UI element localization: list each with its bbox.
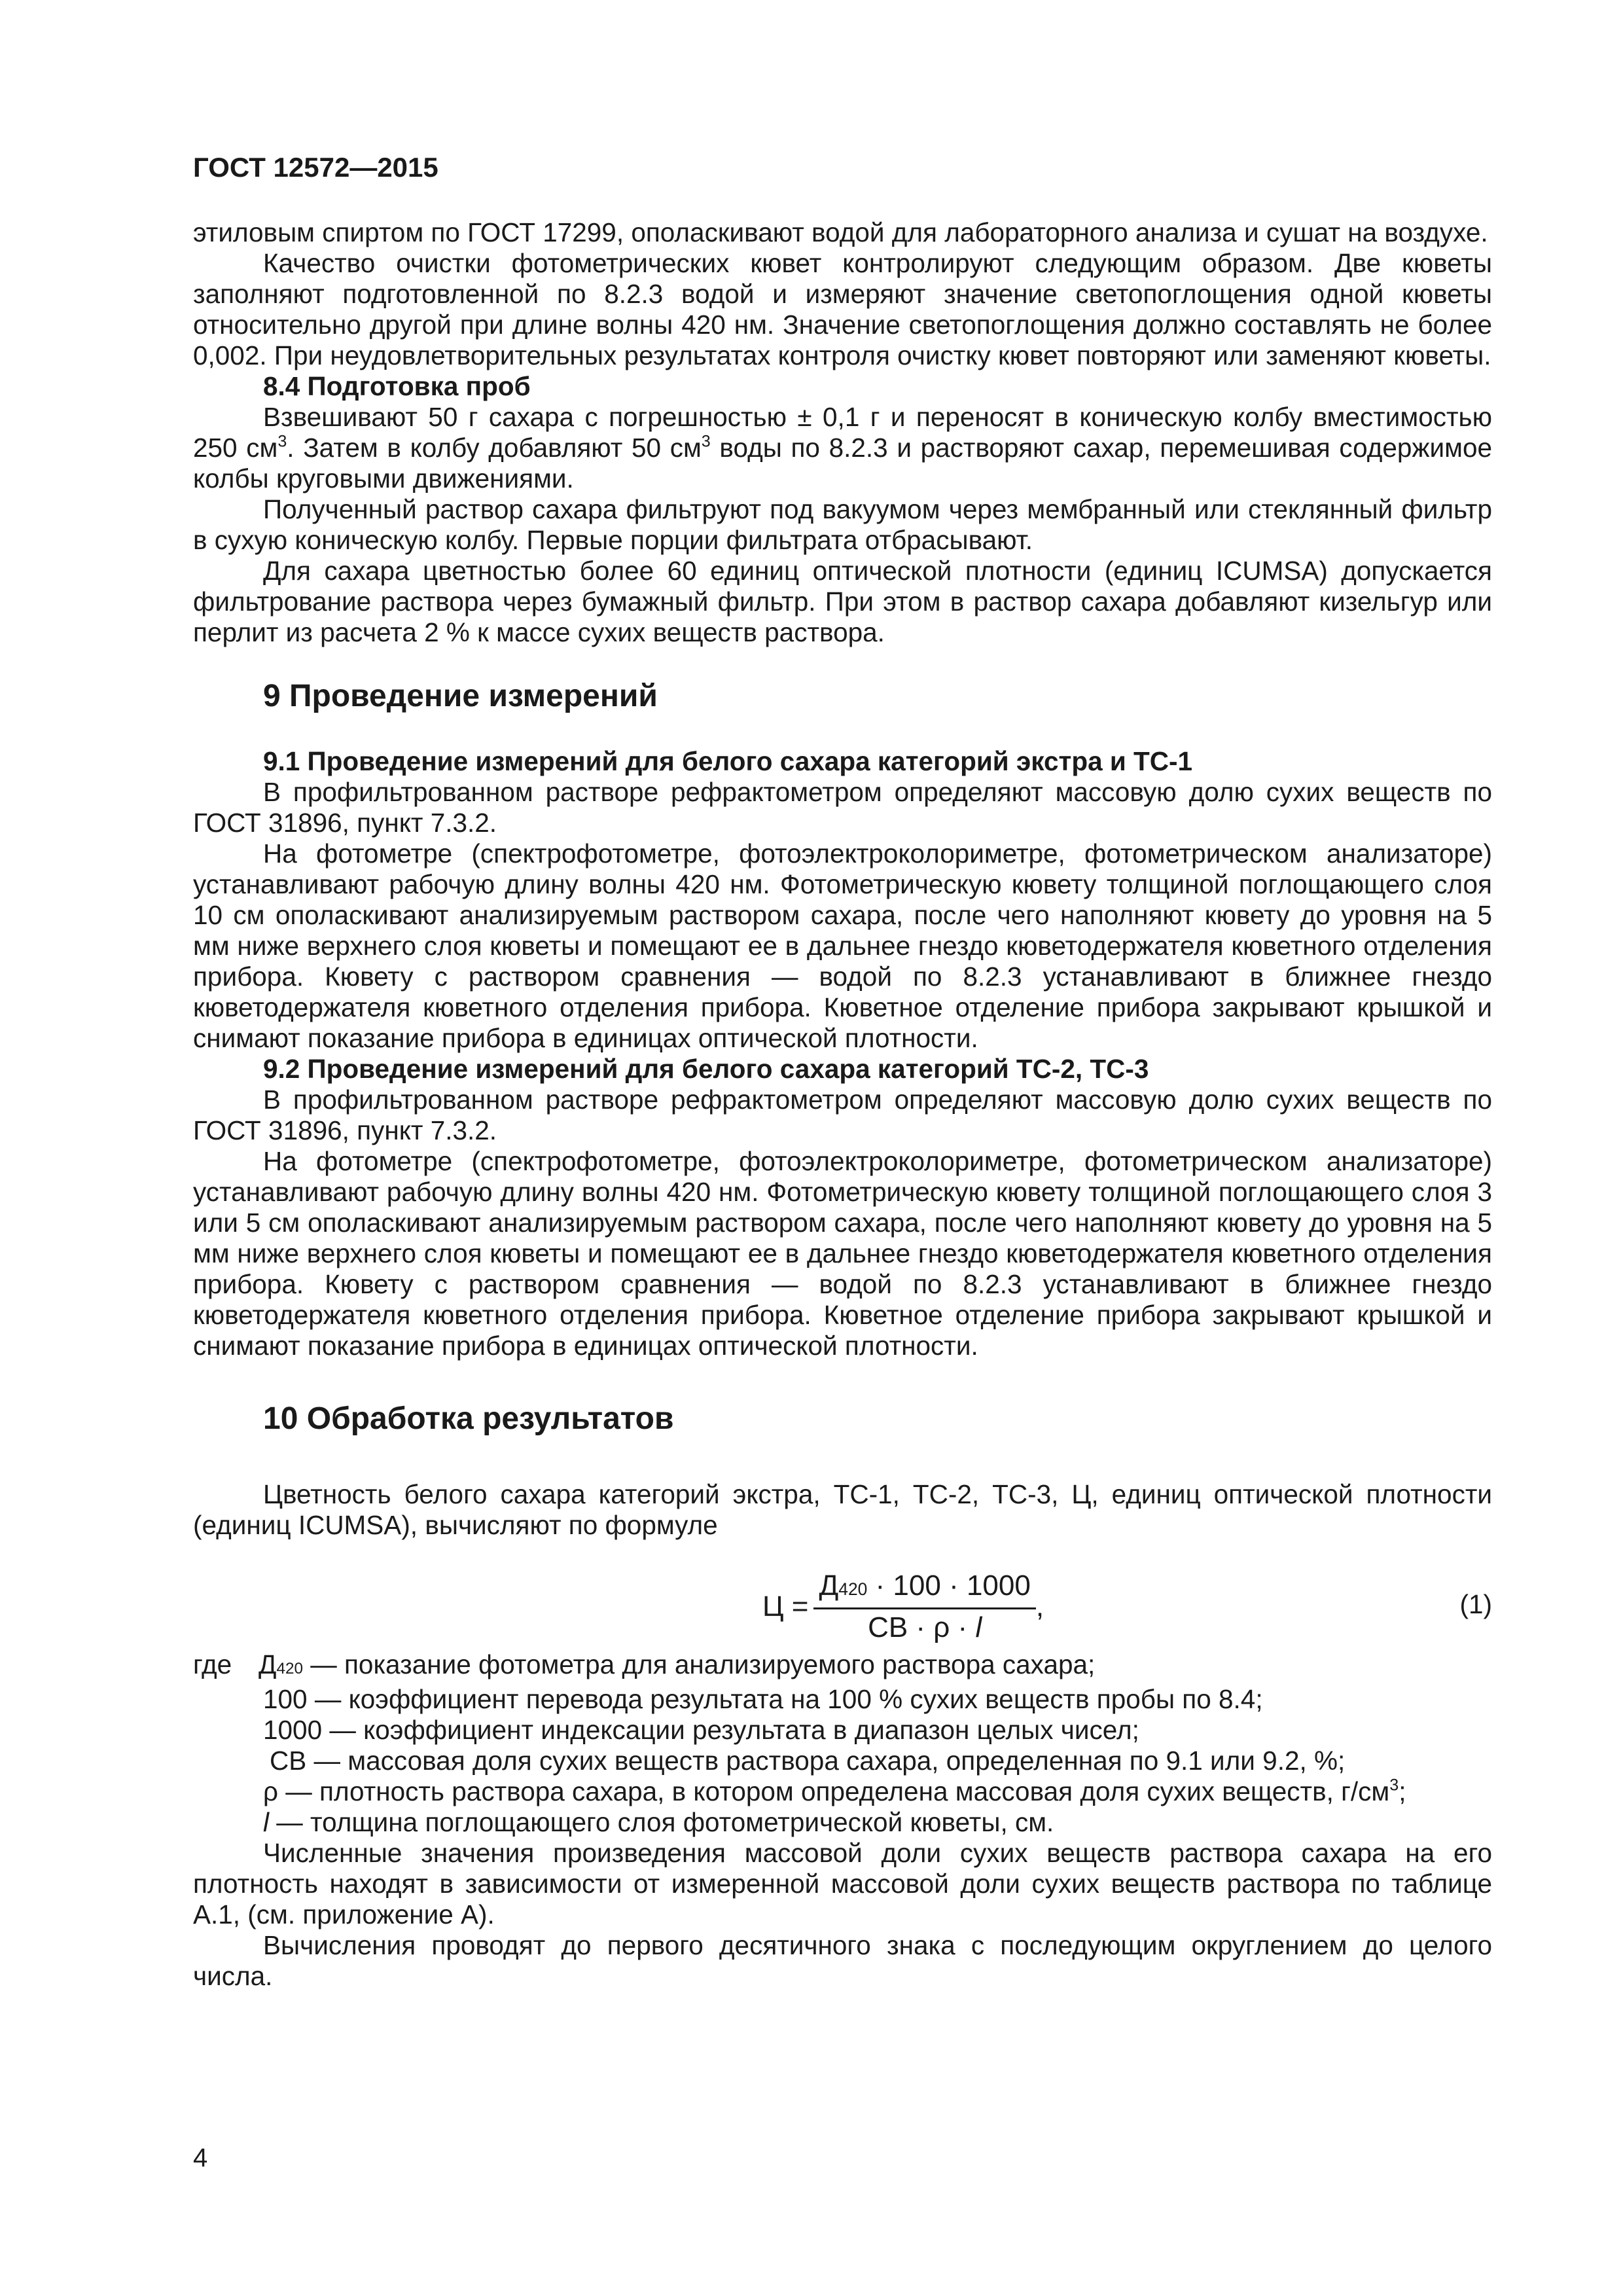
formula-denominator: СВ · ρ · l [868, 1611, 982, 1643]
document-page [193, 151, 1492, 1992]
section-9-title: 9 Проведение измерений [263, 679, 658, 713]
definition-d420: Д420 — показание фотометра для анализируемого раствора сахара; [259, 1649, 1096, 1679]
paragraph-paper-filter: Для сахара цветностью более 60 единиц оптической плотности (единиц ICUMSA) допускается фильтрование раствора через бумажный фильтр. При этом в раствор сахара добавляют кизельгур или перлит из расчета 2 % к массе сухих веществ раствора. [193, 556, 1492, 647]
definition-density: ρ — плотность раствора сахара, в котором определена массовая доля сухих веществ, $г/см^3$; [263, 1776, 1406, 1806]
standard-header: ГОСТ 12572—2015 [193, 152, 438, 183]
section-8-4-title: 8.4 Подготовка проб [263, 371, 531, 401]
formula-fraction [813, 1570, 1035, 1643]
where-label: где [193, 1649, 232, 1679]
definition-sv: СВ — массовая доля сухих веществ раствора сахара, определенная по 9.1 или 9.2, %; [270, 1746, 1346, 1776]
paragraph-9-2-photometer: На фотометре (спектрофотометре, фотоэлектроколориметре, фотометрическом анализаторе) устанавливают рабочую длину волны 420 нм. Фотометрическую кювету толщиной поглощающего слоя 3 или 5 см ополаскивают анализируемым раствором сахара, после чего наполняют кювету до уровня на 5 мм ниже верхнего слоя кюветы и помещают ее в дальнее гнездо кюветодержателя кюветного отделения прибора. Кювету с раствором сравнения — водой по 8.2.3 устанавливают в ближнее гнездо кюветодержателя кюветного отделения прибора. Кюветное отделение прибора закрывают крышкой и снимают показание прибора в единицах оптической плотности. [193, 1146, 1492, 1361]
definition-1000: 1000 — коэффициент индексации результата в диапазон целых чисел; [263, 1715, 1139, 1745]
section-9-1-title: 9.1 Проведение измерений для белого сахара категорий экстра и ТС-1 [263, 746, 1193, 776]
formula-numerator: Д420 · 100 · 1000 [813, 1570, 1035, 1609]
paragraph-rounding: Вычисления проводят до первого десятичного знака с последующим округлением до целого числа. [193, 1930, 1492, 1991]
paragraph-table-reference: Численные значения произведения массовой доли сухих веществ раствора сахара на его плотность находят в зависимости от измеренной массовой доли сухих веществ раствора по таблице А.1, (см. приложение А). [193, 1838, 1492, 1929]
formula-comma: , [1035, 1590, 1044, 1623]
section-10-title: 10 Обработка результатов [263, 1401, 674, 1436]
paragraph-continuation: этиловым спиртом по ГОСТ 17299, ополаскивают водой для лабораторного анализа и сушат на воздухе. [193, 217, 1488, 247]
paragraph-9-1-refractometer: В профильтрованном растворе рефрактометром определяют массовую долю сухих веществ по ГОСТ 31896, пункт 7.3.2. [193, 777, 1492, 838]
formula-block [193, 1563, 1492, 1649]
paragraph-9-2-refractometer: В профильтрованном растворе рефрактометром определяют массовую долю сухих веществ по ГОСТ 31896, пункт 7.3.2. [193, 1085, 1492, 1145]
paragraph-9-1-photometer: На фотометре (спектрофотометре, фотоэлектроколориметре, фотометрическом анализаторе) устанавливают рабочую длину волны 420 нм. Фотометрическую кювету толщиной поглощающего слоя 10 см ополаскивают анализируемым раствором сахара, после чего наполняют кювету до уровня на 5 мм ниже верхнего слоя кюветы и помещают ее в дальнее гнездо кюветодержателя кюветного отделения прибора. Кювету с раствором сравнения — водой по 8.2.3 устанавливают в ближнее гнездо кюветодержателя кюветного отделения прибора. Кюветное отделение прибора закрывают крышкой и снимают показание прибора в единицах оптической плотности. [193, 838, 1492, 1053]
where-definitions-first [193, 1649, 1492, 1684]
paragraph-weighing: Взвешивают 50 г сахара с погрешностью ± 0,1 г и переносят в коническую колбу вместимостью 250 $см^3$. Затем в колбу добавляют 50 $см^3$ воды по 8.2.3 и растворяют сахар, перемешивая содержимое колбы круговыми движениями. [193, 402, 1493, 493]
paragraph-cuvette-check: Качество очистки фотометрических кювет контролируют следующим образом. Две кюветы заполняют подготовленной по 8.2.3 водой и измеряют значение светопоглощения одной кюветы относительно другой при длине волны 420 нм. Значение светопоглощения должно составлять не более 0,002. При неудовлетворительных результатах контроля очистку кювет повторяют или заменяют кюветы. [193, 248, 1492, 370]
equation-number: (1) [1459, 1589, 1492, 1619]
page-number: 4 [193, 2144, 208, 2172]
section-9-2-title: 9.2 Проведение измерений для белого сахара категорий ТС-2, ТС-3 [263, 1054, 1149, 1084]
definition-100: 100 — коэффициент перевода результата на 100 % сухих веществ пробы по 8.4; [263, 1684, 1263, 1714]
formula-lhs: Ц = [762, 1590, 809, 1623]
paragraph-color-formula-intro: Цветность белого сахара категорий экстра, ТС-1, ТС-2, ТС-3, Ц, единиц оптической плотности (единиц ICUMSA), вычисляют по формуле [193, 1479, 1492, 1540]
paragraph-filtering: Полученный раствор сахара фильтруют под вакуумом через мембранный или стеклянный фильтр в сухую коническую колбу. Первые порции фильтрата отбрасывают. [193, 494, 1492, 555]
color-formula [762, 1563, 1044, 1649]
definition-thickness: l — толщина поглощающего слоя фотометрической кюветы, см. [263, 1807, 1054, 1837]
